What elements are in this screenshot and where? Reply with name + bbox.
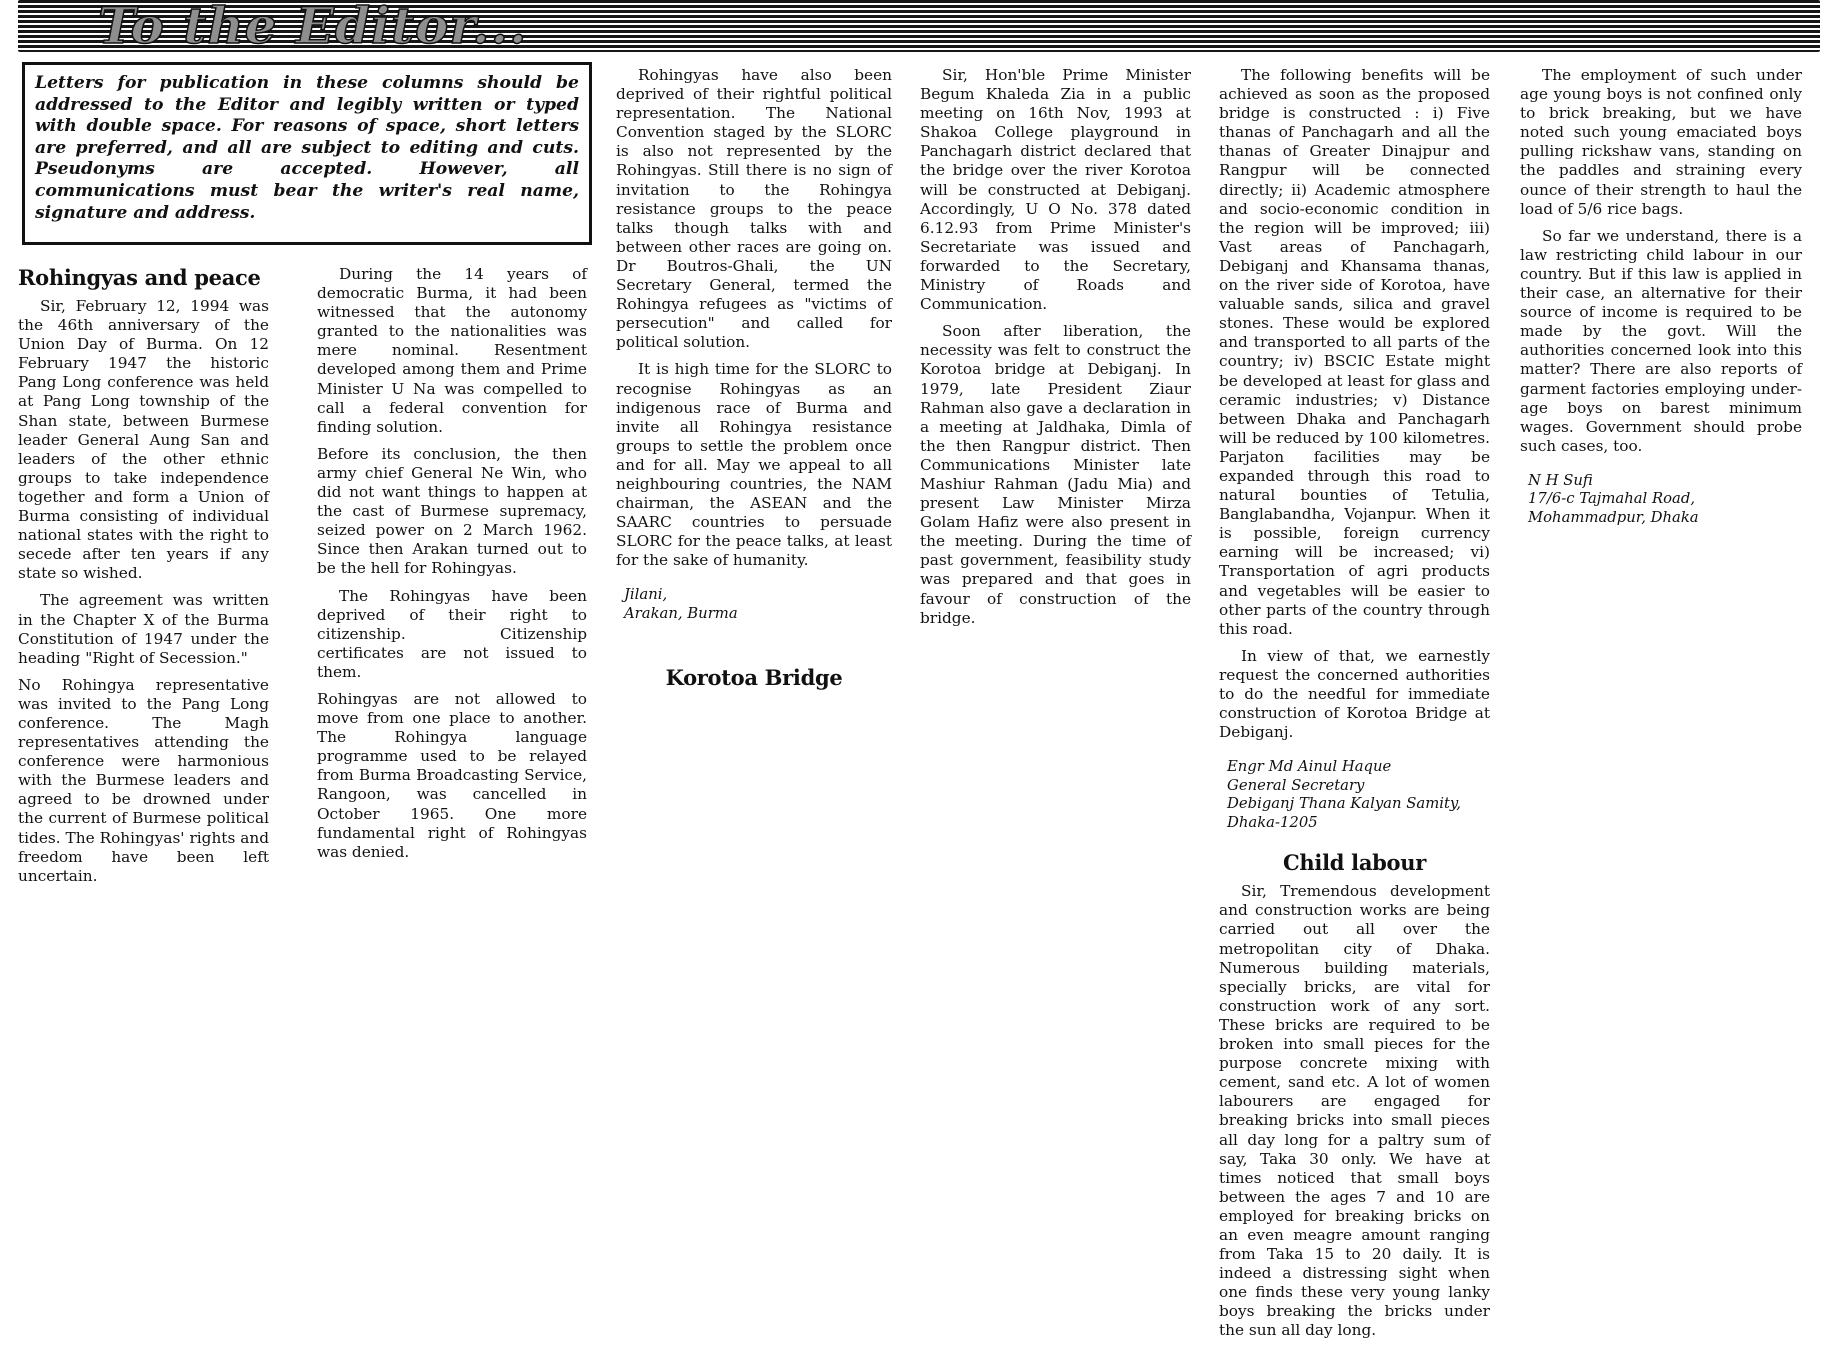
- headline-korotoa: Korotoa Bridge: [665, 665, 843, 691]
- letter-paragraph: Sir, February 12, 1994 was the 46th anniversary of the Union Day of Burma. On 12 February 1947 the historic Pang Long conference was held at Pang Long township of the Shan state, between Burmese leader General Aung San and leaders of the other ethnic groups to take independence together and form a Union of Burma consisting of individual national states with the right to secede after ten years if any state so wished.: [18, 297, 269, 583]
- editor-notice-box: [22, 62, 592, 245]
- letter-paragraph: Rohingyas have also been deprived of their rightful political representation. The National Convention staged by the SLORC is also not represented by the Rohingyas. Still there is no sign of invitation to the Rohingya resistance groups to the peace talks though talks with and between other races are going on. Dr Boutros-Ghali, the UN Secretary General, termed the Rohingya refugees as "victims of persecution" and called for political solution.: [616, 66, 892, 352]
- column-2: [317, 265, 587, 870]
- column-1: [18, 265, 269, 894]
- letter-paragraph: In view of that, we earnestly request the concerned authorities to do the needful for immediate construction of Korotoa Bridge at Debiganj.: [1219, 646, 1490, 742]
- signature-line: Debiganj Thana Kalyan Samity,: [1227, 795, 1462, 813]
- signature-line: Dhaka-1205: [1227, 813, 1318, 831]
- section-banner: [18, 0, 1820, 55]
- letter-paragraph: Before its conclusion, the then army chief General Ne Win, who did not want things to happen at the cast of Burmese supremacy, seized power on 2 March 1962. Since then Arakan turned out to be the hell for Rohingyas.: [317, 444, 587, 578]
- letter-paragraph: Soon after liberation, the necessity was felt to construct the Korotoa bridge at Debiganj. In 1979, late President Ziaur Rahman also gave a declaration in a meeting at Jaldhaka, Dimla of the then Rangpur district. Then Communications Minister late Mashiur Rahman (Jadu Mia) and present Law Minister Mirza Golam Hafiz were also present in the meeting. During the time of past government, feasibility study was prepared and that goes in favour of construction of the bridge.: [920, 322, 1191, 627]
- signature-line: 17/6-c Tajmahal Road,: [1528, 490, 1696, 508]
- column-4: [920, 66, 1191, 636]
- signature-line: Engr Md Ainul Haque: [1227, 758, 1392, 776]
- letter-paragraph: Sir, Tremendous development and construction works are being carried out all over the metropolitan city of Dhaka. Numerous building materials, specially bricks, are vital for construction work of any sort. These bricks are required to be broken into small pieces for the purpose concrete mixing with cement, sand etc. A lot of women labourers are engaged for breaking bricks into small pieces all day long for a paltry sum of say, Taka 30 only. We have at times noticed that small boys between the ages 7 and 10 are employed for breaking bricks on an even meagre amount ranging from Taka 15 to 20 daily. It is indeed a distressing sight when one finds these very young lanky boys breaking the bricks under the sun all day long.: [1219, 882, 1490, 1340]
- letter-paragraph: So far we understand, there is a law restricting child labour in our country. But if this law is applied in their case, an alternative for their source of income is required to be made by the govt. Will the authorities concerned look into this matter? There are also reports of garment factories employing under-age boys on barest minimum wages. Government should probe such cases, too.: [1520, 226, 1802, 455]
- headline-child-labour: Child labour: [1283, 850, 1426, 876]
- editor-notice-text: Letters for publication in these columns should be addressed to the Editor and legibly written or typed with double space. For reasons of space, short letters are preferred, and all are subject to editing and cuts. Pseudonyms are accepted. However, all communications must bear the writer's real name, signature and address.: [35, 73, 579, 223]
- column-3: [616, 66, 892, 697]
- signature-block: [624, 586, 892, 623]
- signature-line: General Secretary: [1227, 776, 1365, 794]
- headline-rohingyas: Rohingyas and peace: [18, 265, 261, 290]
- letter-paragraph: The following benefits will be achieved as soon as the proposed bridge is constructed : i) Five thanas of Panchagarh and all the thanas of Greater Dinajpur and Rangpur will be connected directly; ii) Academic atmosphere and socio-economic condition in the region will be improved; iii) Vast areas of Panchagarh, Debiganj and Khansama thanas, on the river side of Korotoa, have valuable sands, silica and gravel stones. These would be explored and transported to all parts of the country; iv) BSCIC Estate might be developed at least for glass and ceramic industries; v) Distance between Dhaka and Panchagarh will be reduced by 100 kilometres. Parjaton facilities may be expanded through this road to natural bounties of Tetulia, Banglabandha, Vojanpur. When it is possible, foreign currency earning will be increased; vi) Transportation of agri products and vegetables will be easier to other parts of the country through this road.: [1219, 66, 1490, 638]
- letter-paragraph: It is high time for the SLORC to recognise Rohingyas as an indigenous race of Burma and invite all Rohingya resistance groups to settle the problem once and for all. May we appeal to all neighbouring countries, the NAM chairman, the ASEAN and the SAARC countries to persuade SLORC for the peace talks, at least for the sake of humanity.: [616, 360, 892, 570]
- signature-line: Mohammadpur, Dhaka: [1528, 508, 1699, 526]
- letter-paragraph: Rohingyas are not allowed to move from one place to another. The Rohingya language programme used to be relayed from Burma Broadcasting Service, Rangoon, was cancelled in October 1965. One more fundamental right of Rohingyas was denied.: [317, 689, 587, 861]
- letter-paragraph: The Rohingyas have been deprived of their right to citizenship. Citizenship certificates are not issued to them.: [317, 586, 587, 681]
- letter-paragraph: No Rohingya representative was invited to the Pang Long conference. The Magh representatives attending the conference were harmonious with the Burmese leaders and agreed to be drowned under the current of Burmese political tides. The Rohingyas' rights and freedom have been left uncertain.: [18, 675, 269, 885]
- signature-block: [1528, 472, 1802, 528]
- letter-paragraph: Sir, Hon'ble Prime Minister Begum Khaleda Zia in a public meeting on 16th Nov, 1993 at Shakoa College playground in Panchagarh district declared that the bridge over the river Korotoa will be constructed at Debiganj. Accordingly, U O No. 378 dated 6.12.93 from Prime Minister's Secretariate was issued and forwarded to the Secretary, Ministry of Roads and Communication.: [920, 66, 1191, 314]
- signature-block: [1227, 758, 1490, 832]
- signature-line: Jilani,: [624, 586, 668, 604]
- letter-paragraph: The agreement was written in the Chapter X of the Burma Constitution of 1947 under the heading "Right of Secession.": [18, 591, 269, 667]
- letter-paragraph: During the 14 years of democratic Burma, it had been witnessed that the autonomy granted to the nationalities was mere nominal. Resentment developed among them and Prime Minister U Na was compelled to call a federal convention for finding solution.: [317, 265, 587, 436]
- letter-paragraph: The employment of such under age young boys is not confined only to brick breaking, but we have noted such young emaciated boys pulling rickshaw vans, standing on the paddles and straining every ounce of their strength to haul the load of 5/6 rice bags.: [1520, 66, 1802, 218]
- column-5: [1219, 66, 1490, 1349]
- signature-line: N H Sufi: [1528, 471, 1593, 489]
- signature-line: Arakan, Burma: [624, 604, 738, 622]
- section-title: To the Editor...: [98, 0, 528, 55]
- column-6: [1520, 66, 1802, 527]
